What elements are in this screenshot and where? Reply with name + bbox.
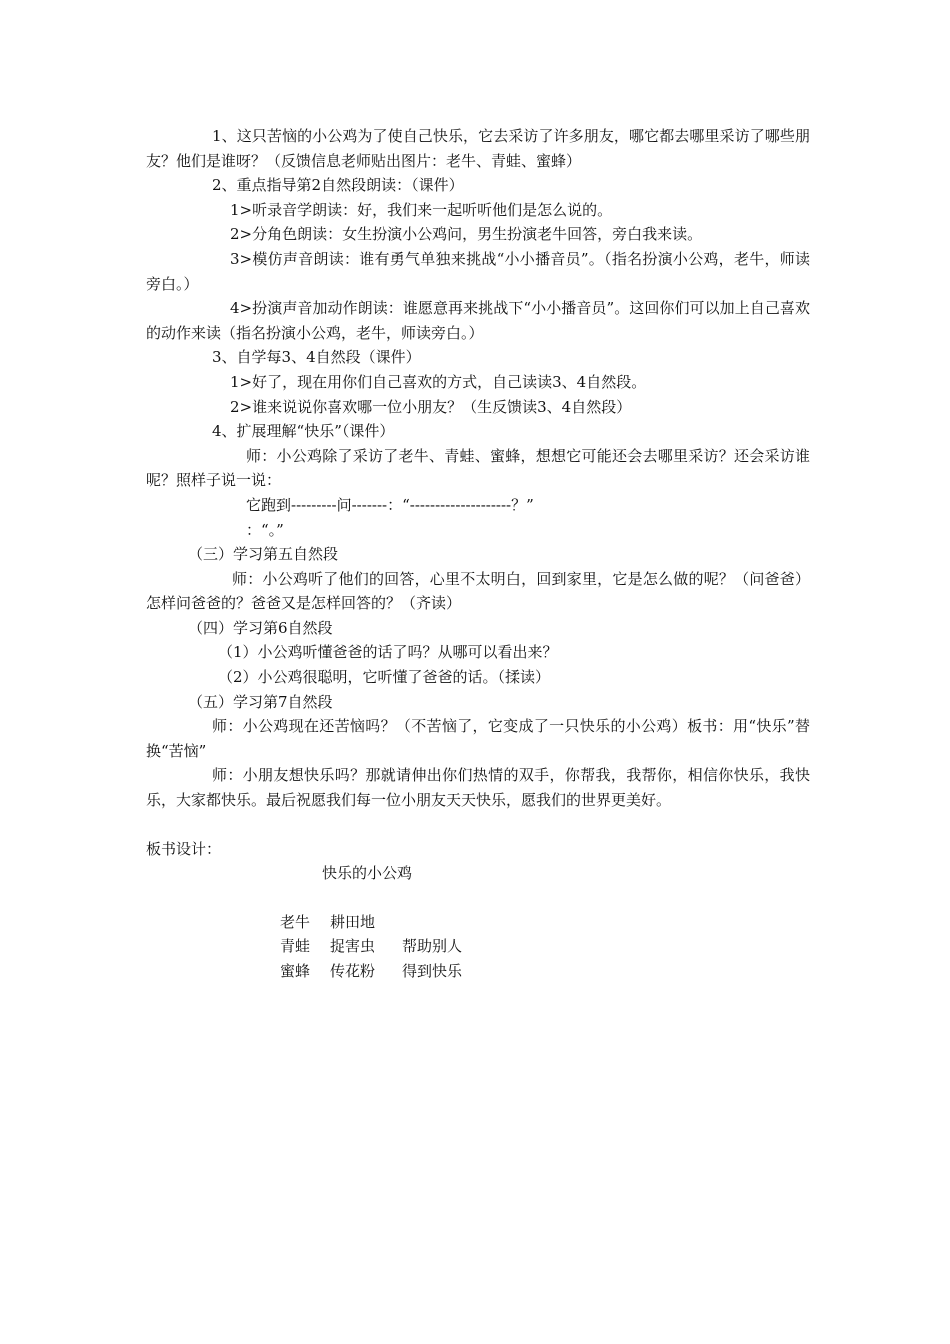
board-action: 捉害虫 bbox=[330, 937, 376, 956]
paragraph-self-study: 3、自学每3、4自然段（课件） bbox=[212, 348, 421, 367]
paragraph-closing-wish: 师：小朋友想快乐吗？那就请伸出你们热情的双手，你帮我，我帮你，相信你快乐，我快乐，大家都快乐。最后祝愿我们每一位小朋友天天快乐，愿我们的世界更美好。 bbox=[146, 766, 810, 810]
board-animal: 老牛 bbox=[280, 912, 311, 931]
paragraph-read-3-4: 1>好了，现在用你们自己喜欢的方式，自己读读3、4自然段。 bbox=[230, 372, 647, 391]
sentence-template: 它跑到---------问-------：“--------------------？” bbox=[246, 495, 534, 514]
board-row bbox=[146, 910, 810, 935]
board-action: 传花粉 bbox=[330, 962, 376, 980]
paragraph-expand-happy: 4、扩展理解“快乐”（课件） bbox=[212, 422, 395, 441]
paragraph-role-reading: 2>分角色朗读：女生扮演小公鸡问，男生扮演老牛回答，旁白我来读。 bbox=[230, 225, 703, 244]
paragraph-imitate-voice: 3>模仿声音朗读：谁有勇气单独来挑战“小小播音员”。（指名扮演小公鸡，老牛，师读旁白。） bbox=[146, 249, 810, 293]
paragraph-ask-dad: 师：小公鸡听了他们的回答，心里不太明白，回到家里，它是怎么做的呢？（问爸爸）怎样问爸爸的？爸爸又是怎样回答的？（齐读） bbox=[146, 569, 810, 613]
paragraph-act-reading: 4>扮演声音加动作朗读：谁愿意再来挑战下“小小播音员”。这回你们可以加上自己喜欢的动作来读（指名扮演小公鸡，老牛，师读旁白。） bbox=[146, 299, 810, 342]
section-heading-7: （五）学习第7自然段 bbox=[188, 692, 333, 711]
section-heading-5: （三）学习第五自然段 bbox=[188, 545, 339, 564]
board-row bbox=[146, 934, 810, 959]
section-heading-6: （四）学习第6自然段 bbox=[188, 618, 333, 637]
paragraph-favorite-friend: 2>谁来说说你喜欢哪一位小朋友？（生反馈读3、4自然段） bbox=[230, 397, 632, 416]
paragraph-clever-rooster: （2）小公鸡很聪明，它听懂了爸爸的话。（揉读） bbox=[218, 668, 551, 687]
paragraph-interview-friends: 1、这只苦恼的小公鸡为了使自己快乐，它去采访了许多朋友，哪它都去哪里采访了哪些朋友？他们是谁呀？（反馈信息老师贴出图片：老牛、青蛙、蜜蜂） bbox=[146, 127, 810, 170]
board-animal: 蜜蜂 bbox=[280, 962, 311, 980]
board-note: 帮助别人 bbox=[402, 937, 463, 956]
board-animal: 青蛙 bbox=[280, 937, 311, 956]
board-design-heading: 板书设计： bbox=[146, 839, 222, 858]
board-action: 耕田地 bbox=[330, 912, 376, 931]
board-title: 快乐的小公鸡 bbox=[322, 864, 413, 883]
paragraph-guide-reading: 2、重点指导第2自然段朗读：（课件） bbox=[212, 176, 464, 195]
paragraph-listen-recording: 1>听录音学朗读：好，我们来一起听听他们是怎么说的。 bbox=[230, 200, 613, 219]
paragraph-teacher-question: 师：小公鸡除了采访了老牛、青蛙、蜜蜂，想想它可能还会去哪里采访？还会采访谁呢？照样子说一说： bbox=[146, 446, 810, 490]
paragraph-understand-dad: （1）小公鸡听懂爸爸的话了吗？从哪可以看出来？ bbox=[218, 643, 558, 662]
sentence-template-reply: ：“。” bbox=[246, 520, 284, 539]
board-note: 得到快乐 bbox=[402, 962, 463, 980]
lesson-text bbox=[146, 124, 810, 984]
board-row bbox=[146, 959, 810, 984]
paragraph-no-worries: 师：小公鸡现在还苦恼吗？（不苦恼了，它变成了一只快乐的小公鸡）板书：用“快乐”替换“苦恼” bbox=[146, 717, 810, 760]
